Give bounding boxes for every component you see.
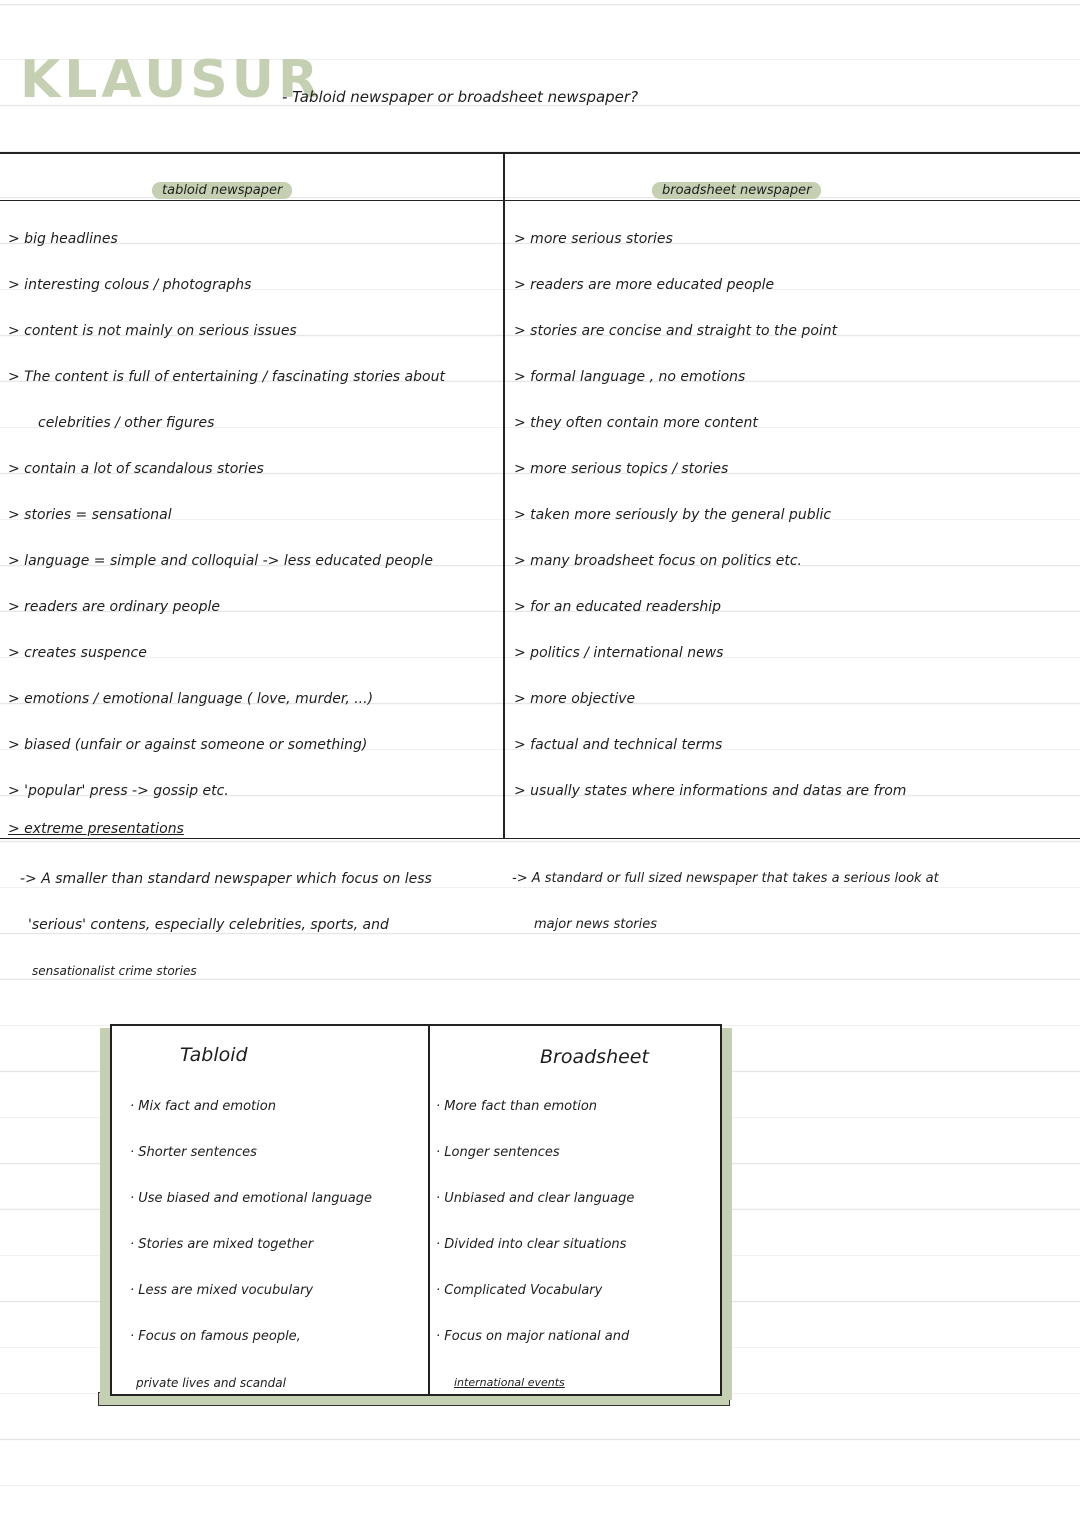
list-item: > The content is full of entertaining / fascinating stories about [8, 369, 445, 385]
list-item: > more objective [514, 691, 636, 707]
tabloid-list [8, 216, 498, 844]
list-item: · Divided into clear situations [436, 1237, 627, 1252]
list-item: > more serious topics / stories [514, 461, 729, 477]
list-item: > many broadsheet focus on politics etc. [514, 553, 803, 569]
list-item: · Use biased and emotional language [130, 1191, 373, 1206]
definition-line: -> A smaller than standard newspaper which focus on less [20, 871, 432, 887]
list-item: international events [454, 1376, 565, 1389]
broadsheet-list [514, 216, 1074, 814]
list-item: · Mix fact and emotion [130, 1099, 276, 1114]
list-item: > emotions / emotional language ( love, murder, ...) [8, 691, 374, 707]
list-item: · More fact than emotion [436, 1099, 598, 1114]
book-left-list [130, 1084, 422, 1406]
table-column-divider [503, 152, 505, 838]
broadsheet-definition [512, 856, 1077, 948]
list-item: private lives and scandal [136, 1376, 286, 1390]
list-item: > interesting colous / photographs [8, 277, 252, 293]
definition-line: sensationalist crime stories [32, 964, 197, 978]
list-item: > taken more seriously by the general public [514, 507, 832, 523]
list-item: > for an educated readership [514, 599, 722, 615]
list-item: > stories = sensational [8, 507, 172, 523]
list-item: > more serious stories [514, 231, 673, 247]
book-right-list [436, 1084, 714, 1406]
list-item: > creates suspence [8, 645, 147, 661]
book-left-title: Tabloid [180, 1044, 248, 1066]
list-item: > big headlines [8, 231, 118, 247]
list-item: > politics / international news [514, 645, 724, 661]
list-item: · Longer sentences [436, 1145, 560, 1160]
table-header-line [0, 200, 1080, 201]
list-item: > stories are concise and straight to the point [514, 323, 838, 339]
list-item: · Shorter sentences [130, 1145, 257, 1160]
tabloid-definition [20, 856, 500, 994]
table-top-border [0, 152, 1080, 154]
list-item: · Unbiased and clear language [436, 1191, 635, 1206]
list-item: > usually states where informations and datas are from [514, 783, 907, 799]
list-item: > readers are more educated people [514, 277, 775, 293]
tabloid-column-heading: tabloid newspaper [152, 182, 292, 199]
list-item: celebrities / other figures [38, 415, 215, 431]
definition-line: 'serious' contens, especially celebrities, sports, and [28, 917, 389, 933]
list-item: · Stories are mixed together [130, 1237, 314, 1252]
list-item: > readers are ordinary people [8, 599, 221, 615]
page-title: KLAUSUR [20, 50, 323, 110]
list-item: > 'popular' press -> gossip etc. [8, 783, 229, 799]
list-item: > biased (unfair or against someone or something) [8, 737, 368, 753]
page-subtitle: - Tabloid newspaper or broadsheet newspaper? [282, 88, 639, 106]
list-item: > they often contain more content [514, 415, 758, 431]
book-right-title: Broadsheet [540, 1046, 649, 1068]
list-item: > formal language , no emotions [514, 369, 746, 385]
definition-line: major news stories [534, 917, 657, 932]
definition-line: -> A standard or full sized newspaper that takes a serious look at [512, 871, 939, 886]
list-item: · Focus on major national and [436, 1329, 630, 1344]
list-item: > extreme presentations [8, 821, 184, 837]
list-item: · Less are mixed vocubulary [130, 1283, 314, 1298]
list-item: > content is not mainly on serious issues [8, 323, 297, 339]
list-item: > factual and technical terms [514, 737, 723, 753]
broadsheet-column-heading: broadsheet newspaper [652, 182, 821, 199]
list-item: · Focus on famous people, [130, 1329, 301, 1344]
list-item: > contain a lot of scandalous stories [8, 461, 264, 477]
list-item: > language = simple and colloquial -> less educated people [8, 553, 433, 569]
list-item: · Complicated Vocabulary [436, 1283, 603, 1298]
